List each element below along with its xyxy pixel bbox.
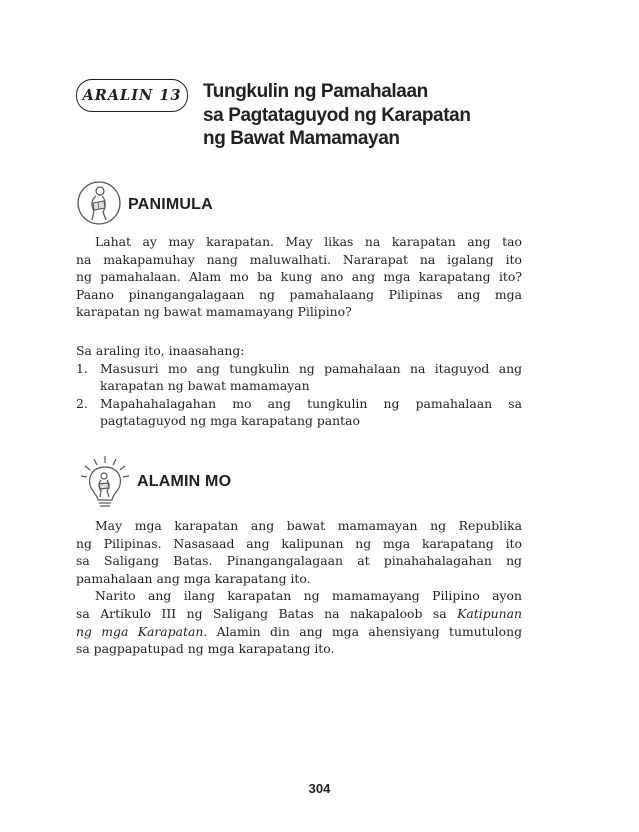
paragraph-line: ng Pilipinas. Nasasaad ang kalipunan ng mga karapatang ito [76, 535, 522, 551]
paragraph-line: Narito ang ilang karapatan ng mamamayang Pilipino ayon [95, 588, 522, 604]
paragraph-line: May mga karapatan ang bawat mamamayan ng Republika [95, 518, 522, 533]
objective-item [76, 360, 522, 395]
lesson-title [203, 80, 471, 151]
panimula-paragraph [76, 233, 522, 321]
paragraph-text: sa Artikulo III ng Saligang Batas na nakapaloob sa [76, 605, 458, 621]
page-number: 304 [308, 781, 331, 796]
paragraph-line [76, 623, 522, 641]
objective-number: 2. [76, 395, 88, 411]
emphasized-text: ng mga Karapatan [76, 623, 204, 639]
objective-line: pagtataguyod ng mga karapatang pantao [100, 413, 360, 429]
objective-line: karapatan ng bawat mamamayan [100, 378, 310, 394]
objectives-block [76, 342, 522, 430]
section-heading-alamin: ALAMIN MO [137, 473, 232, 490]
lesson-title-line: Tungkulin ng Pamahalaan [203, 81, 428, 102]
paragraph-line: pamahalaan ang mga karapatang ito. [76, 570, 311, 586]
objective-number: 1. [76, 360, 88, 376]
section-heading-panimula: PANIMULA [128, 196, 213, 213]
lesson-title-line: ng Bawat Mamamayan [203, 128, 400, 149]
paragraph-line: sa Saligang Batas. Pinangangalagaan at pinahahalagahan ng [76, 553, 522, 569]
paragraph-line: karapatan ng bawat mamamayang Pilipino? [76, 304, 352, 320]
lesson-badge-label: ARALIN 13 [82, 87, 182, 104]
paragraph-line: Paano pinangangalagaan ng pamahalaang Pilipinas ang mga [76, 286, 522, 302]
objective-item [76, 395, 522, 430]
objectives-intro: Sa araling ito, inaasahang: [76, 343, 245, 358]
paragraph-line: Lahat ay may karapatan. May likas na karapatan ang tao [95, 234, 522, 249]
paragraph-line: na makapamuhay nang maluwalhati. Nararapat na igalang ito [76, 251, 522, 267]
objective-line: Mapahahalagahan mo ang tungkulin ng pamahalaan sa [100, 395, 522, 411]
lesson-badge [76, 79, 188, 112]
lightbulb-idea-icon [76, 454, 134, 510]
reader-figure-icon [76, 180, 122, 226]
paragraph-line: ng pamahalaan. Alam mo ba kung ano ang mga karapatang ito? [76, 269, 522, 285]
paragraph-line: sa pagpapatupad ng mga karapatang ito. [76, 641, 335, 657]
paragraph-text: . Alamin din ang mga ahensiyang tumutulong [203, 623, 522, 639]
emphasized-text: Katipunan [457, 605, 522, 621]
alamin-paragraph [76, 517, 522, 658]
paragraph-line [76, 605, 522, 623]
objective-line: Masusuri mo ang tungkulin ng pamahalaan na itaguyod ang [100, 360, 522, 376]
lesson-title-line: sa Pagtataguyod ng Karapatan [203, 104, 471, 126]
